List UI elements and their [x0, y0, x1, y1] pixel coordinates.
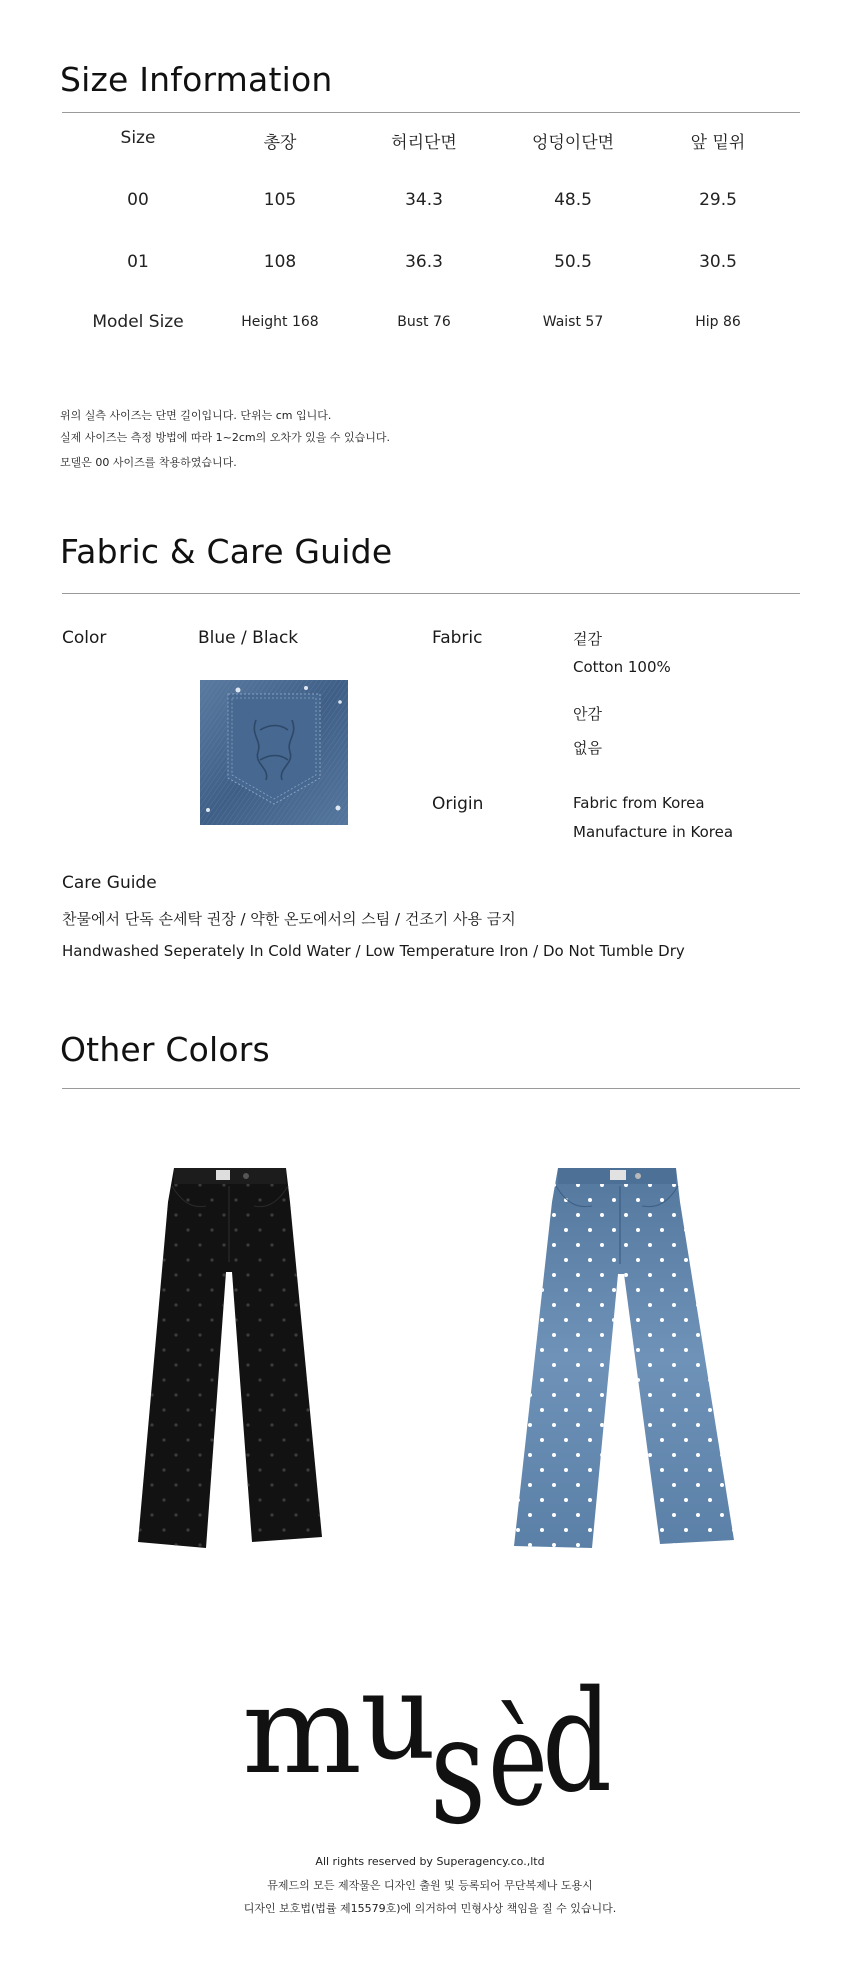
footer-notice: 뮤제드의 모든 제작물은 디자인 출원 및 등록되어 무단복제나 도용시 — [267, 1879, 593, 1892]
origin-fabric: Fabric from Korea — [573, 794, 705, 812]
other-colors-title: Other Colors — [60, 1030, 270, 1069]
cell-front-rise: 29.5 — [699, 190, 737, 210]
cell-waist: 34.3 — [405, 190, 443, 210]
size-note: 위의 실측 사이즈는 단면 길이입니다. 단위는 cm 입니다. — [60, 409, 332, 422]
footer-notice: 디자인 보호법(법률 제15579호)에 의거하여 민형사상 책임을 질 수 있습니다. — [243, 1902, 617, 1915]
header-waist: 허리단면 — [391, 133, 457, 153]
origin-manufacture: Manufacture in Korea — [573, 823, 734, 841]
header-total-length: 총장 — [263, 133, 297, 153]
header-size: Size — [120, 128, 156, 148]
svg-text:u: u — [360, 1648, 436, 1787]
table-row — [62, 190, 800, 220]
table-row — [62, 252, 800, 282]
header-hip: 엉덩이단면 — [531, 133, 615, 153]
cell-front-rise: 30.5 — [699, 252, 737, 272]
cell-hip: 48.5 — [554, 190, 592, 210]
outer-fabric-label: 겉감 — [573, 630, 602, 648]
model-size-row — [62, 312, 800, 342]
size-table-header — [62, 128, 800, 158]
size-note: 실제 사이즈는 측정 방법에 따라 1~2cm의 오차가 있을 수 있습니다. — [60, 431, 390, 444]
other-colors-divider — [62, 1088, 800, 1089]
outer-fabric-value: Cotton 100% — [573, 658, 671, 676]
lining-label: 안감 — [573, 705, 602, 723]
model-waist: Waist 57 — [542, 314, 604, 330]
care-guide-korean: 찬물에서 단독 손세탁 권장 / 약한 온도에서의 스팀 / 건조기 사용 금지 — [62, 910, 516, 928]
svg-text:è: è — [488, 1683, 548, 1835]
cell-total-length: 108 — [263, 252, 297, 272]
size-information-divider — [62, 112, 800, 113]
color-label: Color — [62, 628, 107, 648]
svg-text:d: d — [542, 1661, 612, 1824]
size-note: 모델은 00 사이즈를 착용하였습니다. — [60, 456, 237, 469]
care-guide-english: Handwashed Seperately In Cold Water / Low Temperature Iron / Do Not Tumble Dry — [62, 942, 685, 960]
fabric-care-divider — [62, 593, 800, 594]
blue-jeans-image[interactable] — [512, 1162, 738, 1550]
cell-waist: 36.3 — [405, 252, 443, 272]
color-value: Blue / Black — [198, 628, 299, 648]
origin-label: Origin — [432, 794, 484, 814]
black-jeans-image[interactable] — [134, 1162, 326, 1550]
cell-size: 01 — [127, 252, 149, 272]
fabric-label: Fabric — [432, 628, 483, 648]
svg-text:m: m — [242, 1662, 362, 1801]
lining-value: 없음 — [573, 739, 602, 757]
fabric-care-title: Fabric & Care Guide — [60, 532, 393, 571]
brand-logo — [242, 1648, 622, 1858]
cell-total-length: 105 — [263, 190, 297, 210]
model-height: Height 168 — [241, 314, 319, 330]
cell-size: 00 — [127, 190, 149, 210]
cell-hip: 50.5 — [554, 252, 592, 272]
denim-pocket-swatch — [200, 680, 348, 825]
care-guide-label: Care Guide — [62, 873, 157, 893]
model-hip: Hip 86 — [695, 314, 741, 330]
footer-copyright: All rights reserved by Superagency.co.,ltd — [315, 1855, 545, 1868]
header-front-rise: 앞 밑위 — [690, 133, 746, 153]
model-bust: Bust 76 — [397, 314, 451, 330]
svg-text:s: s — [430, 1684, 486, 1858]
model-size-label: Model Size — [92, 312, 184, 332]
size-information-title: Size Information — [60, 60, 333, 99]
